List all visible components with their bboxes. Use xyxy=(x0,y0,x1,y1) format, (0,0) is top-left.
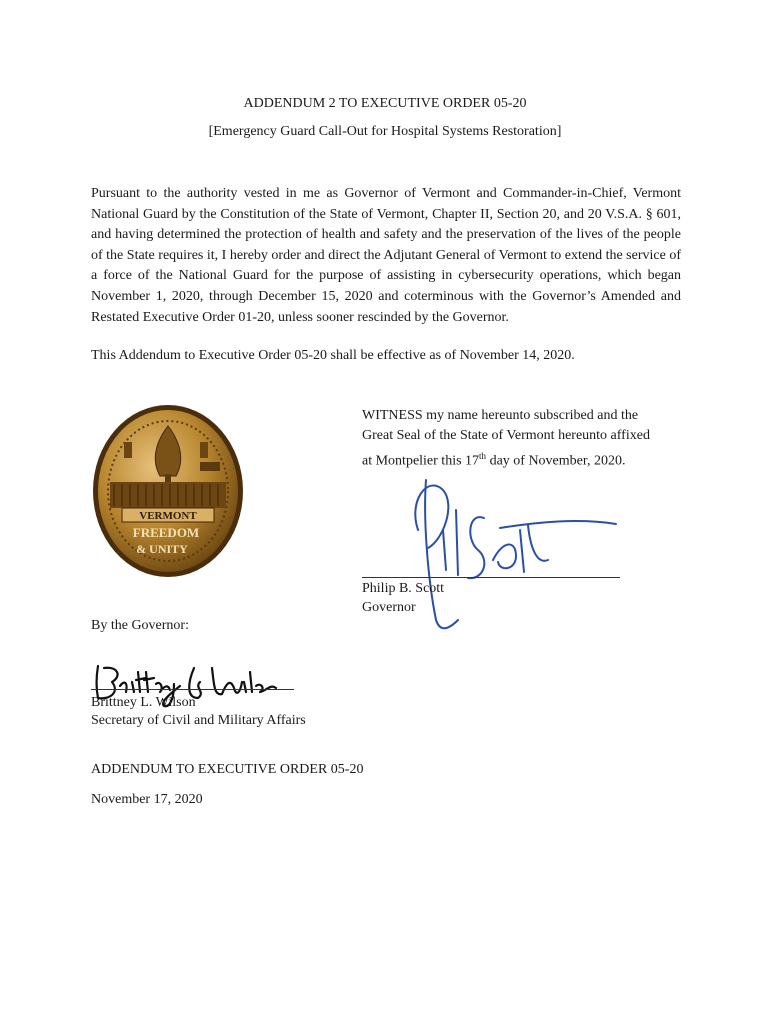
witness-line-3-suffix: day of November, 2020. xyxy=(486,453,626,469)
document-title: ADDENDUM 2 TO EXECUTIVE ORDER 05-20 xyxy=(243,96,527,111)
order-paragraph: Pursuant to the authority vested in me as Governor of Vermont and Commander-in-Chief, Vermont National Guard by the Constitution of the State of Vermont, Chapter II, Section 20, and 20 V.S.A. § 601, and having determined the protection of health and safety and the preservation of the lives of the people of the State requires it, I hereby order and direct the Adjutant General of Vermont to extend the service of a force of the National Guard for the purpose of assisting in cybersecurity operations, which began November 1, 2020, through December 15, 2020 and coterminous with the Governor’s Amended and Restated Executive Order 01-20, unless sooner rescinded by the Governor. xyxy=(91,186,681,325)
secretary-title: Secretary of Civil and Military Affairs xyxy=(91,713,306,728)
secretary-name: Brittney L. Wilson xyxy=(91,695,196,710)
by-the-governor-label: By the Governor: xyxy=(91,618,189,633)
governor-name: Philip B. Scott xyxy=(362,581,445,596)
seal-text-unity: & UNITY xyxy=(136,542,188,556)
governor-title: Governor xyxy=(362,600,416,615)
footer-reference: ADDENDUM TO EXECUTIVE ORDER 05-20 xyxy=(91,762,364,777)
witness-ordinal-suffix: th xyxy=(479,451,487,461)
vermont-seal-image xyxy=(92,404,244,578)
effective-statement: This Addendum to Executive Order 05-20 shall be effective as of November 14, 2020. xyxy=(91,348,575,363)
witness-line-2: Great Seal of the State of Vermont hereunto affixed xyxy=(362,428,650,443)
footer-date: November 17, 2020 xyxy=(91,792,203,807)
witness-line-1: WITNESS my name hereunto subscribed and the xyxy=(362,408,639,423)
governor-signature xyxy=(388,470,628,640)
document-subtitle: [Emergency Guard Call-Out for Hospital Systems Restoration] xyxy=(208,124,562,139)
witness-statement xyxy=(362,406,692,472)
governor-signature-line xyxy=(362,577,620,578)
witness-line-3-prefix: at Montpelier this 17 xyxy=(362,453,480,469)
seal-text-vermont: VERMONT xyxy=(139,510,197,522)
seal-text-freedom: FREEDOM xyxy=(132,525,200,540)
secretary-signature-line xyxy=(91,689,294,690)
